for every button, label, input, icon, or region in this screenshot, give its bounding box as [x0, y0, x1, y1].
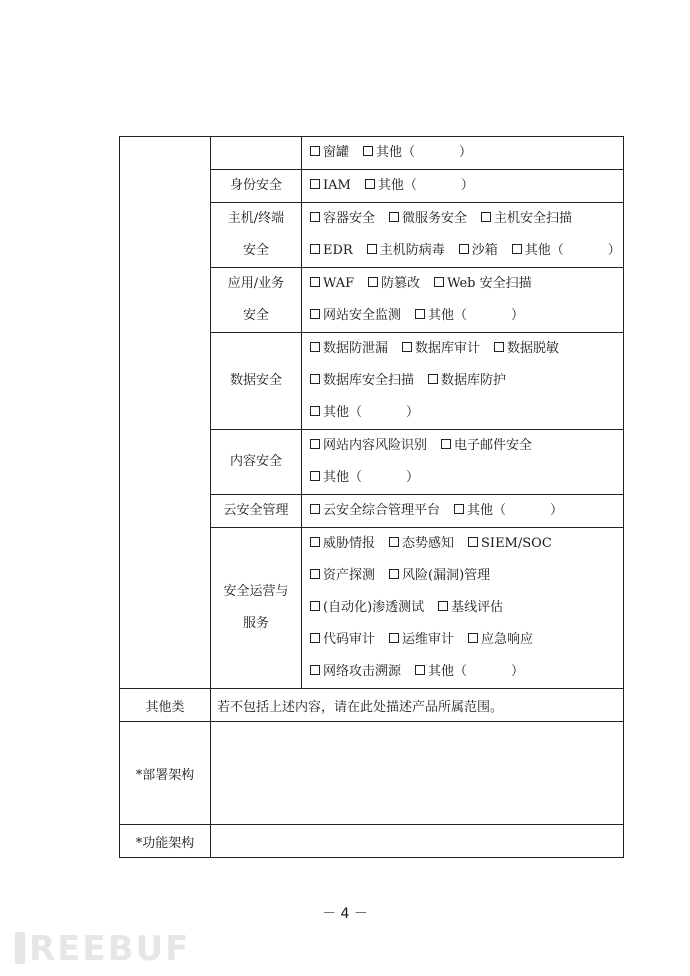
- checkbox-icon[interactable]: [438, 601, 448, 611]
- checkbox-label: 应急响应: [481, 632, 534, 647]
- checkbox-option[interactable]: [459, 243, 498, 258]
- close-paren: ）: [511, 308, 525, 323]
- checkbox-option[interactable]: [428, 373, 506, 388]
- checkbox-icon[interactable]: [415, 309, 425, 319]
- option-line: [310, 203, 623, 235]
- options-cell: [302, 203, 624, 268]
- checkbox-icon[interactable]: [459, 244, 469, 254]
- checkbox-label: 其他（: [524, 243, 564, 258]
- checkbox-icon[interactable]: [310, 406, 320, 416]
- checkbox-option[interactable]: [310, 405, 419, 420]
- checkbox-label: 其他（: [323, 405, 363, 420]
- checkbox-icon[interactable]: [310, 601, 320, 611]
- checkbox-label: 主机防病毒: [379, 243, 445, 258]
- option-line: [310, 300, 623, 332]
- checkbox-label: 威胁情报: [323, 536, 376, 551]
- checkbox-option[interactable]: [494, 341, 559, 356]
- function-architecture-field[interactable]: [211, 825, 624, 858]
- checkbox-label: 其他（: [376, 145, 416, 160]
- checkbox-option[interactable]: [454, 503, 563, 518]
- close-paren: ）: [511, 664, 525, 679]
- subcategory-label-line: 主机/终端: [227, 211, 285, 226]
- subcategory-label: [211, 528, 302, 689]
- checkbox-label: 沙箱: [471, 243, 498, 258]
- checkbox-icon[interactable]: [310, 439, 320, 449]
- checkbox-label: 网络攻击溯源: [323, 664, 402, 679]
- checkbox-label: 数据脱敏: [507, 341, 560, 356]
- checkbox-option[interactable]: [468, 536, 552, 551]
- options-cell: [302, 137, 624, 170]
- checkbox-label: EDR: [323, 243, 353, 258]
- checkbox-icon[interactable]: [310, 633, 320, 643]
- option-line: [310, 235, 623, 267]
- subcategory-label-line: 服务: [242, 616, 269, 631]
- checkbox-icon[interactable]: [310, 537, 320, 547]
- option-line: [310, 495, 623, 527]
- option-line: [310, 656, 623, 688]
- checkbox-label: 电子邮件安全: [454, 438, 533, 453]
- checkbox-option[interactable]: [368, 276, 420, 291]
- checkbox-icon[interactable]: [310, 212, 320, 222]
- checkbox-option[interactable]: [402, 341, 480, 356]
- freebuf-watermark-logo: [15, 929, 190, 969]
- checkbox-label: 态势感知: [402, 536, 455, 551]
- checkbox-option[interactable]: [363, 145, 472, 160]
- checkbox-label: 其他（: [428, 308, 468, 323]
- checkbox-option[interactable]: [310, 178, 351, 193]
- deploy-architecture-field[interactable]: [211, 722, 624, 825]
- table-body: [120, 137, 624, 858]
- subcategory-label: 身份安全: [211, 170, 302, 203]
- option-line: [310, 365, 623, 397]
- checkbox-option[interactable]: [310, 243, 353, 258]
- option-line: [310, 397, 623, 429]
- checkbox-label: 数据库安全扫描: [323, 373, 415, 388]
- checkbox-icon[interactable]: [512, 244, 522, 254]
- checkbox-icon[interactable]: [310, 471, 320, 481]
- checkbox-icon[interactable]: [310, 504, 320, 514]
- option-line: [310, 268, 623, 300]
- checkbox-icon[interactable]: [367, 244, 377, 254]
- checkbox-icon[interactable]: [310, 569, 320, 579]
- checkbox-icon[interactable]: [454, 504, 464, 514]
- option-line: [310, 462, 623, 494]
- options-cell: [302, 430, 624, 495]
- options-cell: [302, 495, 624, 528]
- checkbox-icon[interactable]: [434, 277, 444, 287]
- checkbox-icon[interactable]: [310, 665, 320, 675]
- watermark-text: REEBUF: [29, 929, 191, 969]
- checkbox-icon[interactable]: [389, 633, 399, 643]
- checkbox-label: 其他（: [377, 178, 417, 193]
- checkbox-icon[interactable]: [389, 537, 399, 547]
- checkbox-option[interactable]: [438, 600, 503, 615]
- checkbox-label: Web 安全扫描: [447, 276, 532, 291]
- page-number: － 4 －: [322, 906, 368, 922]
- checkbox-icon[interactable]: [415, 665, 425, 675]
- subcategory-label: 云安全管理: [211, 495, 302, 528]
- checkbox-option[interactable]: [365, 178, 474, 193]
- checkbox-icon[interactable]: [310, 146, 320, 156]
- checkbox-label: 其他（: [428, 664, 468, 679]
- checkbox-icon[interactable]: [365, 179, 375, 189]
- option-line: [310, 560, 623, 592]
- checkbox-icon[interactable]: [402, 342, 412, 352]
- checkbox-label: 风险(漏洞)管理: [402, 568, 491, 583]
- checkbox-icon[interactable]: [441, 439, 451, 449]
- checkbox-icon[interactable]: [363, 146, 373, 156]
- other-category-description: 若不包括上述内容，请在此处描述产品所属范围。: [211, 689, 624, 722]
- checkbox-label: 窗罐: [323, 145, 350, 160]
- checkbox-icon[interactable]: [310, 342, 320, 352]
- checkbox-option[interactable]: [310, 145, 349, 160]
- options-cell: [302, 333, 624, 430]
- checkbox-option[interactable]: [310, 438, 427, 453]
- checkbox-option[interactable]: [481, 211, 572, 226]
- subcategory-label-line: 应用/业务: [227, 276, 285, 291]
- category-cell: [120, 137, 211, 689]
- checkbox-label: WAF: [323, 276, 355, 291]
- checkbox-label: 网站内容风险识别: [323, 438, 428, 453]
- close-paren: ）: [406, 405, 420, 420]
- subcategory-label: 数据安全: [211, 333, 302, 430]
- checkbox-label: SIEM/SOC: [481, 536, 552, 551]
- checkbox-label: 资产探测: [323, 568, 376, 583]
- option-line: [310, 528, 623, 560]
- checkbox-icon[interactable]: [468, 537, 478, 547]
- table-row-deploy: [120, 722, 624, 825]
- checkbox-icon[interactable]: [310, 374, 320, 384]
- checkbox-label: 其他（: [467, 503, 507, 518]
- checkbox-option[interactable]: [468, 632, 533, 647]
- checkbox-option[interactable]: [310, 568, 375, 583]
- checkbox-label: 微服务安全: [402, 211, 468, 226]
- option-line: [310, 170, 623, 202]
- checkbox-option[interactable]: [310, 503, 440, 518]
- subcategory-label: [211, 203, 302, 268]
- close-paren: ）: [460, 178, 474, 193]
- product-category-table: [119, 136, 624, 858]
- checkbox-option[interactable]: [389, 536, 454, 551]
- checkbox-icon[interactable]: [481, 212, 491, 222]
- checkbox-label: 容器安全: [323, 211, 376, 226]
- checkbox-option[interactable]: [434, 276, 531, 291]
- option-line: [310, 137, 623, 169]
- checkbox-icon[interactable]: [310, 244, 320, 254]
- checkbox-option[interactable]: [415, 308, 524, 323]
- options-cell: [302, 528, 624, 689]
- checkbox-label: 防篡改: [381, 276, 421, 291]
- subcategory-label: [211, 137, 302, 170]
- checkbox-label: (自动化)渗透测试: [323, 600, 425, 615]
- checkbox-option[interactable]: [389, 632, 454, 647]
- other-category-label: 其他类: [120, 689, 211, 722]
- checkbox-label: 数据库防护: [441, 373, 507, 388]
- option-line: [310, 333, 623, 365]
- close-paren: ）: [607, 243, 621, 258]
- option-line: [310, 430, 623, 462]
- checkbox-option[interactable]: [310, 632, 375, 647]
- table-row-other: [120, 689, 624, 722]
- close-paren: ）: [459, 145, 473, 160]
- checkbox-icon[interactable]: [389, 212, 399, 222]
- subcategory-label: 内容安全: [211, 430, 302, 495]
- checkbox-icon[interactable]: [494, 342, 504, 352]
- logo-bar-icon: [15, 932, 25, 964]
- checkbox-option[interactable]: [389, 211, 467, 226]
- checkbox-option[interactable]: [512, 243, 621, 258]
- checkbox-label: 代码审计: [323, 632, 376, 647]
- checkbox-option[interactable]: [310, 600, 424, 615]
- checkbox-icon[interactable]: [310, 277, 320, 287]
- checkbox-label: IAM: [323, 178, 351, 193]
- options-cell: [302, 268, 624, 333]
- checkbox-option[interactable]: [389, 568, 490, 583]
- checkbox-label: 数据库审计: [415, 341, 481, 356]
- checkbox-option[interactable]: [310, 536, 375, 551]
- checkbox-option[interactable]: [310, 664, 401, 679]
- checkbox-option[interactable]: [310, 341, 388, 356]
- deploy-architecture-label: *部署架构: [120, 722, 211, 825]
- options-cell: [302, 170, 624, 203]
- close-paren: ）: [550, 503, 564, 518]
- close-paren: ）: [406, 470, 420, 485]
- checkbox-label: 基线评估: [451, 600, 504, 615]
- checkbox-icon[interactable]: [428, 374, 438, 384]
- table-row: [120, 137, 624, 170]
- checkbox-option[interactable]: [310, 308, 401, 323]
- subcategory-label-line: 安全运营与: [223, 584, 289, 599]
- checkbox-option[interactable]: [415, 664, 524, 679]
- checkbox-icon[interactable]: [310, 309, 320, 319]
- checkbox-icon[interactable]: [310, 179, 320, 189]
- checkbox-option[interactable]: [310, 470, 419, 485]
- checkbox-option[interactable]: [310, 276, 354, 291]
- checkbox-icon[interactable]: [368, 277, 378, 287]
- checkbox-option[interactable]: [441, 438, 532, 453]
- checkbox-option[interactable]: [310, 373, 414, 388]
- option-line: [310, 624, 623, 656]
- checkbox-label: 主机安全扫描: [494, 211, 573, 226]
- checkbox-label: 运维审计: [402, 632, 455, 647]
- table-row-function: [120, 825, 624, 858]
- subcategory-label: [211, 268, 302, 333]
- checkbox-label: 其他（: [323, 470, 363, 485]
- subcategory-label-line: 安全: [242, 243, 269, 258]
- checkbox-icon[interactable]: [468, 633, 478, 643]
- subcategory-label-line: 安全: [242, 308, 269, 323]
- checkbox-label: 网站安全监测: [323, 308, 402, 323]
- checkbox-option[interactable]: [367, 243, 445, 258]
- checkbox-label: 数据防泄漏: [323, 341, 389, 356]
- function-architecture-label: *功能架构: [120, 825, 211, 858]
- checkbox-option[interactable]: [310, 211, 375, 226]
- option-line: [310, 592, 623, 624]
- checkbox-label: 云安全综合管理平台: [323, 503, 441, 518]
- checkbox-icon[interactable]: [389, 569, 399, 579]
